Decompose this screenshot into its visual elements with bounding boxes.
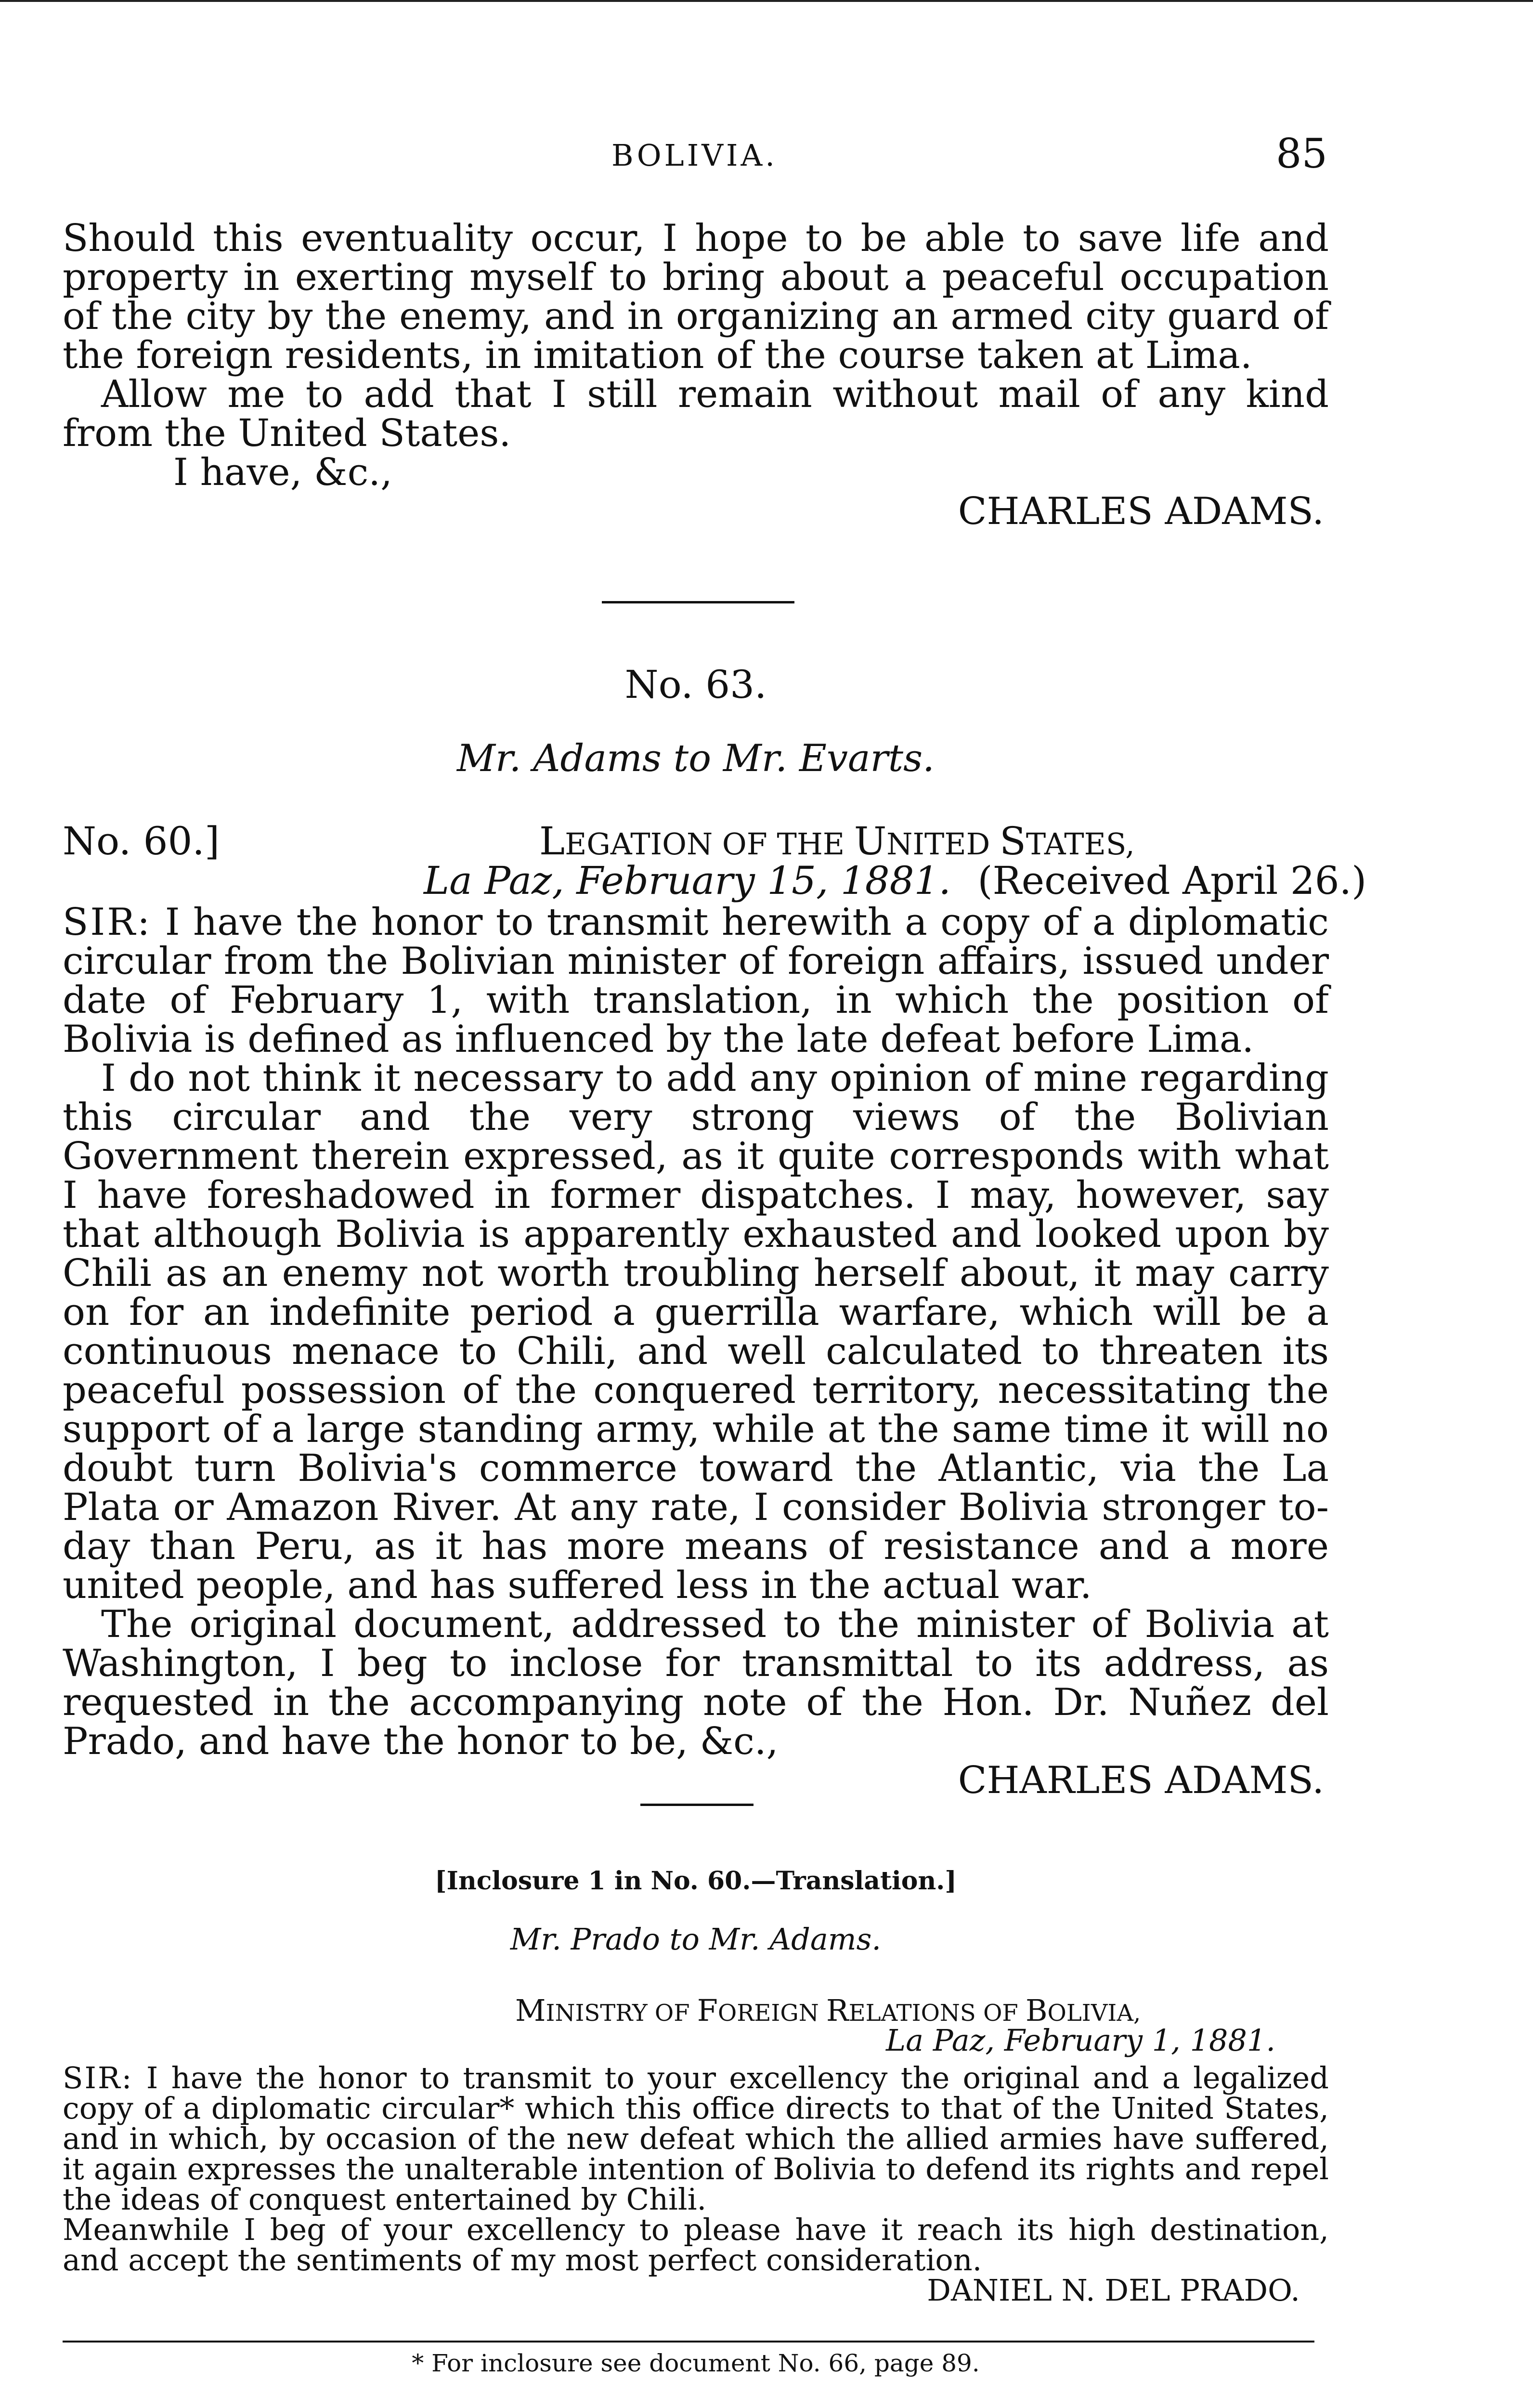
small-cap-text: TATES,	[1026, 826, 1135, 862]
running-head: BOLIVIA.	[611, 138, 778, 173]
letter-body	[63, 903, 1329, 1800]
inclosure-paragraph: Meanwhile I beg of your excellency to please have it reach its high destination, and accept the sentiments of my most perfect consideration.	[63, 2212, 1329, 2277]
small-cap-letter: M	[515, 1993, 546, 2028]
small-cap-letter: S	[1000, 819, 1026, 864]
sender-org	[539, 819, 1135, 864]
letter-paragraph: I do not think it necessary to add any opinion of mine regarding this circular and the very strong views of the Bolivian Government therein expressed, as it quite corresponds with what I have foreshadowed in former dispatches. I may, however, say that although Bolivia is apparently exhausted and looked upon by Chili as an enemy not worth troubling herself about, it may carry on for an indefinite period a guerrilla warfare, which will be a continuous menace to Chili, and well calculated to threaten its peaceful possession of the conquered territory, necessitating the support of a large standing army, while at the same time it will no doubt turn Bolivia's commerce toward the Atlantic, via the La Plata or Amazon River. At any rate, I consider Bolivia stronger to-day than Peru, as it has more means of resistance and a more united people, and has suffered less in the actual war.	[63, 1057, 1329, 1607]
page-number: 85	[1276, 130, 1327, 177]
section-divider	[640, 1804, 754, 1806]
small-cap-text: OLIVIA,	[1047, 2000, 1141, 2027]
small-cap-text: INISTRY OF	[546, 2000, 697, 2027]
inclosure-paragraph	[63, 2060, 1329, 2217]
inclosure-label: [Inclosure 1 in No. 60.—Translation.]	[435, 1866, 957, 1896]
top-letter-signature: CHARLES ADAMS.	[958, 490, 1324, 533]
inclosure-heading: Mr. Prado to Mr. Adams.	[510, 1922, 882, 1957]
inclosure-body	[63, 2060, 1329, 2308]
footnote: * For inclosure see document No. 66, page 89.	[412, 2349, 980, 2377]
inclosure-paragraph-text: I have the honor to transmit to your excellency the original and a legalized copy of a diplomatic circular* which this office directs to that of the United States, and in which, by occasion of the new defeat which the allied armies have suffered, it again expresses the unalterable intention of Bolivia to defend its rights and repel the ideas of conquest entertained by Chili.	[63, 2060, 1329, 2217]
small-cap-text: EGATION OF THE	[565, 826, 854, 862]
place-date: La Paz, February 15, 1881.	[424, 858, 951, 903]
top-letter-paragraph: Should this eventuality occur, I hope to be able to save life and property in exerting myself to bring about a peaceful occupation of the city by the enemy, and in organizing an armed city guard of the foreign residents, in imitation of the course taken at Lima.	[63, 217, 1329, 377]
small-cap-letter: R	[826, 1993, 849, 2028]
section-divider	[602, 601, 794, 603]
top-letter	[63, 219, 1329, 531]
top-letter-closing: I have, &c.,	[173, 451, 392, 494]
received-date: (Received April 26.)	[977, 858, 1367, 903]
letter-paragraph	[63, 903, 1329, 1059]
top-letter-paragraph: Allow me to add that I still remain without mail of any kind from the United States.	[63, 373, 1329, 455]
inclosure-place-date: La Paz, February 1, 1881.	[886, 2023, 1276, 2058]
small-cap-text: OREIGN	[717, 2000, 826, 2027]
page-top-edge	[0, 0, 1533, 2]
salutation: SIR:	[63, 901, 152, 944]
footnote-rule	[63, 2341, 1314, 2343]
letter-signature: CHARLES ADAMS.	[958, 1759, 1324, 1802]
small-cap-text: ELATIONS OF	[848, 2000, 1026, 2027]
letter-paragraph-text: I have the honor to transmit herewith a copy of a diplomatic circular from the Bolivian minister of foreign affairs, issued under date of February 1, with translation, in which the position of Bolivia is defined as influenced by the late defeat before Lima.	[63, 901, 1329, 1061]
inclosure-signature: DANIEL N. DEL PRADO.	[927, 2273, 1300, 2308]
small-cap-letter: U	[854, 819, 887, 864]
small-cap-text: NITED	[886, 826, 1000, 862]
small-cap-letter: L	[539, 819, 565, 864]
place-date-line	[424, 858, 1366, 903]
document-heading: Mr. Adams to Mr. Evarts.	[457, 737, 935, 780]
small-cap-letter: F	[697, 1993, 718, 2028]
letter-paragraph: The original document, addressed to the minister of Bolivia at Washington, I beg to inclose for transmittal to its address, as requested in the accompanying note of the Hon. Dr. Nuñez del Prado, and have the honor to be, &c.,	[63, 1603, 1329, 1763]
dispatch-number: No. 60.]	[63, 819, 220, 864]
small-cap-letter: B	[1025, 1993, 1048, 2028]
inclosure-salutation: SIR:	[63, 2060, 133, 2095]
document-number: No. 63.	[624, 662, 767, 707]
